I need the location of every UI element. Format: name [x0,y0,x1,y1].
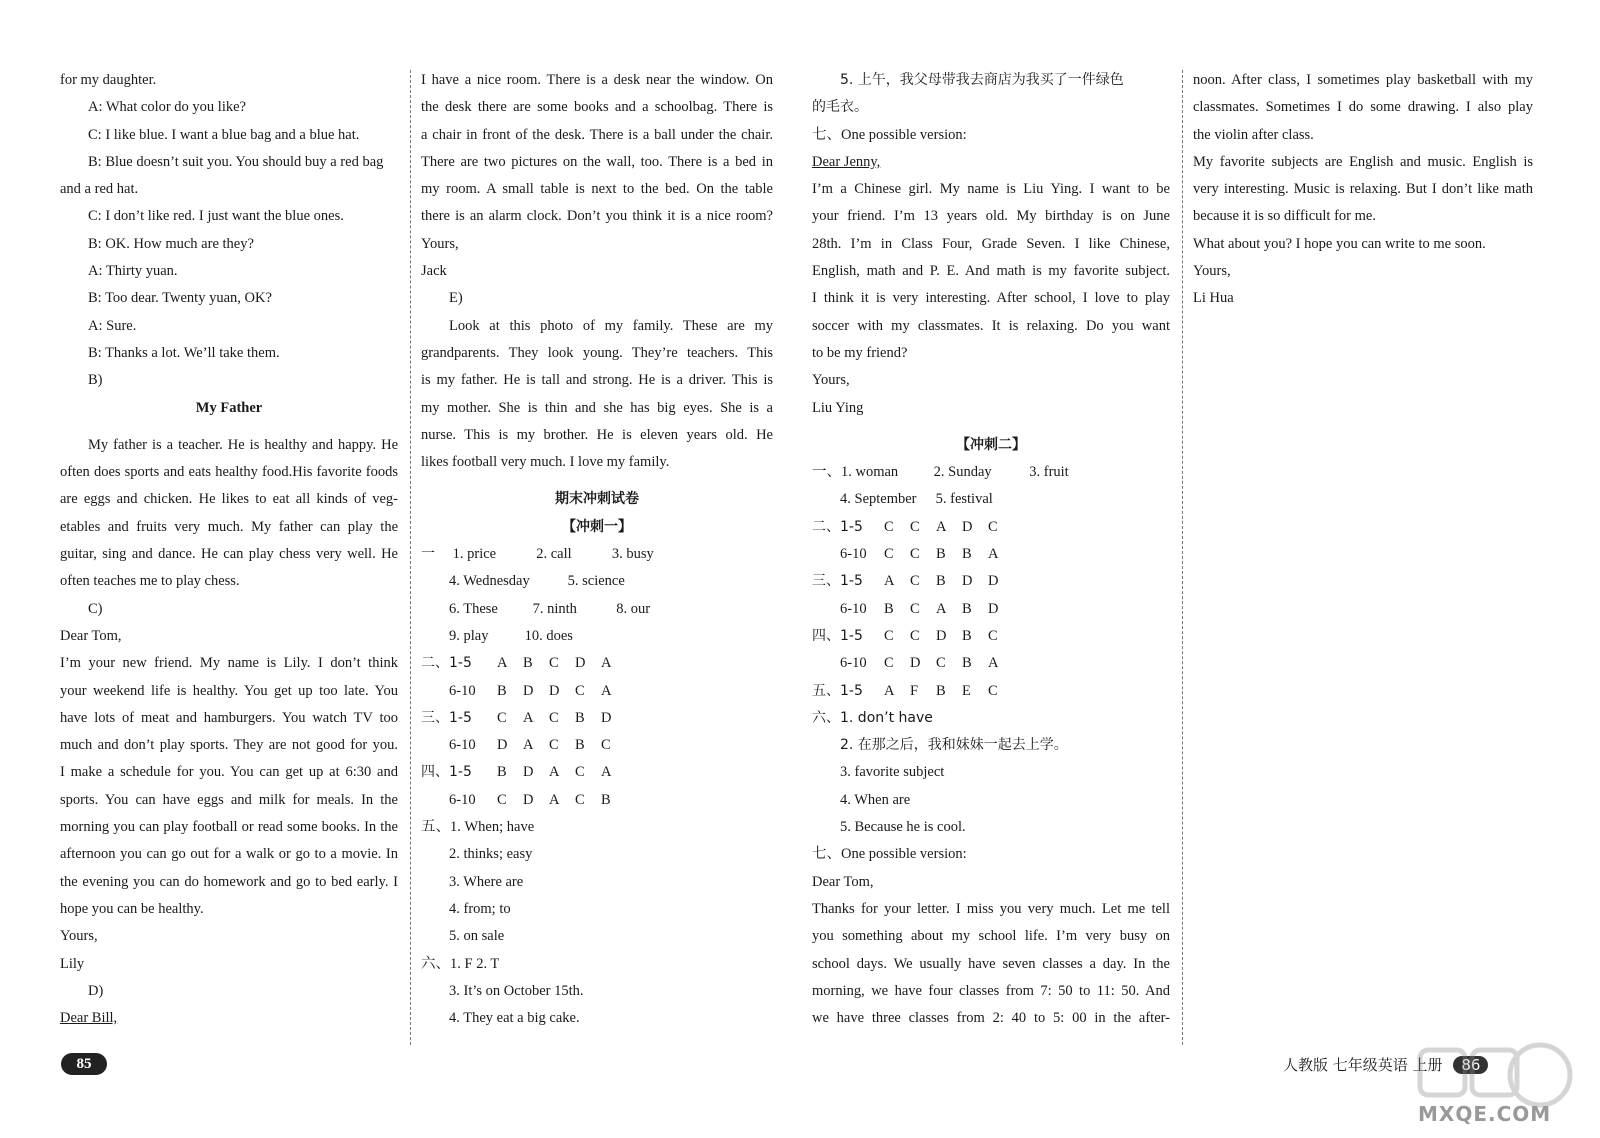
answer-row: 4. Wednesday 5. science [449,573,625,590]
answer-row: 9. play 10. does [449,627,573,644]
text-line: and a red hat. [60,181,139,198]
text-line: 5. 上午，我父母带我去商店为我买了一件绿色 [840,72,1124,88]
text-line: my mother. She is thin and she has big eyes. She is a [421,399,773,416]
answer-row: 二、1-5 A B C D A [421,655,612,672]
answer-row: 三、1-5 A C B D D [812,573,999,590]
text-line: I’m a Chinese girl. My name is Liu Ying. I want to be [812,181,1170,198]
text-line: you something about my school life. I’m very busy on [812,928,1170,945]
text-line: afternoon you can go out for a walk or go to a movie. In [60,846,398,863]
sprint-heading: 【冲刺一】 [562,518,632,535]
answer-row: 5. on sale [449,928,505,945]
text-line: the violin after class. [1193,126,1314,143]
section-label: E) [449,290,463,307]
answer-row: 6. These 7. ninth 8. our [449,600,651,617]
text-line: Dear Jenny, [812,153,881,170]
answer-row: 4. They eat a big cake. [449,1010,580,1027]
text-line: classmates. Sometimes I do some drawing. I also play [1193,99,1533,116]
page-number-right: 86 [1453,1056,1488,1074]
text-line: My favorite subjects are English and music. English is [1193,153,1533,170]
text-line: I have a nice room. There is a desk near the window. On [421,72,773,88]
text-line: 的毛衣。 [812,99,868,116]
text-line: Dear Tom, [60,627,122,644]
text-line: I make a schedule for you. You can get up at 6:30 and [60,764,398,781]
answer-row: 三、1-5 C A C B D [421,709,612,726]
text-line: guitar, sing and dance. He can play chess very well. He [60,546,398,563]
section-label: B) [88,372,103,389]
text-line: school days. We usually have seven classes a day. In the [812,955,1170,972]
answer-row: 3. favorite subject [840,764,945,781]
text-line: your weekend life is healthy. You get up too late. You [60,682,398,699]
text-line: Liu Ying [812,399,864,416]
text-line: 28th. I’m in Class Four, Grade Seven. I like Chinese, [812,235,1170,252]
text-line: are eggs and chicken. He likes to eat all kinds of veg- [60,491,398,508]
text-line: morning you can play football or read some books. In the [60,819,398,836]
text-line: Yours, [60,928,98,945]
text-line: sports. You can have eggs and milk for meals. In the [60,791,398,808]
text-line: hope you can be healthy. [60,900,204,917]
answer-row: 6-10 C D C B A [840,655,999,672]
text-line: because it is so difficult for me. [1193,208,1376,225]
column-3 [812,67,1170,1032]
text-line: Yours, [421,235,459,252]
text-line: much and don’t play sports. They are not good for you. [60,737,398,754]
text-line: My father is a teacher. He is healthy and happy. He [88,436,398,453]
text-line: likes football very much. I love my family. [421,454,670,471]
text-line: Thanks for your letter. I miss you very much. Let me tell [812,900,1170,917]
sprint-heading: 【冲刺二】 [956,436,1026,453]
text-line: C: I don’t like red. I just want the blue ones. [88,208,344,225]
answer-row: 6-10 B D D C A [449,682,612,699]
text-line: the desk there are some books and a schoolbag. There is [421,99,773,116]
answer-row: 6-10 B C A B D [840,600,999,617]
text-line: often teaches me to play chess. [60,573,240,590]
answer-row: 四、1-5 B D A C A [421,764,612,781]
text-line: Dear Tom, [812,873,874,890]
text-line: is my father. He is tall and strong. He is a driver. This is [421,372,773,389]
text-line: my room. A small table is next to the bed. On the table [421,181,773,198]
answer-row: 四、1-5 C C D B C [812,627,998,644]
footer-title: 人教版 七年级英语 上册 [1283,1056,1443,1074]
answer-row: 一 1. price 2. call 3. busy [421,546,654,563]
text-line: your friend. I’m 13 years old. My birthday is on June [812,208,1170,225]
answer-row: 一、1. woman 2. Sunday 3. fruit [812,464,1069,481]
text-line: Yours, [812,372,850,389]
answer-row: 5. Because he is cool. [840,819,966,836]
text-line: 七、One possible version: [812,126,967,143]
text-line: Jack [421,263,447,280]
answer-row: 五、1-5 A F B E C [812,682,998,699]
text-line: Yours, [1193,263,1231,280]
text-line: A: What color do you like? [88,99,246,116]
text-line: very interesting. Music is relaxing. But I don’t like math [1193,181,1533,198]
page-number-left: 85 [61,1053,107,1075]
text-line: B: Blue doesn’t suit you. You should buy a red bag [88,153,384,170]
text-line: etables and fruits very much. My father can play the [60,518,398,535]
text-line: B: Thanks a lot. We’ll take them. [88,344,280,361]
answer-row: 3. It’s on October 15th. [449,982,584,999]
answer-row: 6-10 C C B B A [840,546,999,563]
answer-row: 3. Where are [449,873,524,890]
answer-row: 6-10 C D A C B [449,791,611,808]
text-line: A: Thirty yuan. [88,263,178,280]
text-line: Dear Bill, [60,1010,118,1027]
text-line: I’m your new friend. My name is Lily. I don’t think [60,655,398,672]
answer-row: 六、1. F 2. T [421,955,500,972]
text-line: C: I like blue. I want a blue bag and a blue hat. [88,126,360,143]
text-line: noon. After class, I sometimes play basketball with my [1193,72,1533,88]
text-line: I think it is very interesting. After school, I love to play [812,290,1170,307]
answer-row: 五、1. When; have [421,819,535,836]
text-line: B: OK. How much are they? [88,235,254,252]
column-2 [421,67,773,1032]
column-divider [1182,70,1183,1045]
text-line: to be my friend? [812,344,908,361]
section-label: C) [88,600,103,617]
text-line: What about you? I hope you can write to me soon. [1193,235,1486,252]
text-line: the evening you can do homework and go to bed early. I [60,873,398,890]
text-line: There are two pictures on the wall, too. There is a bed in [421,153,773,170]
text-line: nurse. This is my brother. He is eleven years old. He [421,426,773,443]
text-line: A: Sure. [88,317,137,334]
answer-row: 2. thinks; easy [449,846,533,863]
text-line: we have three classes from 2: 40 to 5: 00 in the after- [812,1010,1170,1027]
answer-row: 4. from; to [449,900,511,917]
text-line: a chair in front of the desk. There is a ball under the chair. [421,126,773,143]
answer-row: 六、1. don’t have [812,709,933,726]
section-label: D) [88,982,104,999]
column-1 [60,67,398,1032]
answer-row: 4. When are [840,791,911,808]
column-4 [1193,67,1533,313]
watermark-text: MXQE.COM [1418,1102,1552,1126]
answer-row: 4. September 5. festival [840,491,993,508]
column-divider [410,70,411,1045]
text-line: Look at this photo of my family. These are my [449,317,773,334]
text-line: morning, we have four classes from 7: 50 to 11: 50. And [812,982,1170,999]
text-line: have lots of meat and hamburgers. You watch TV too [60,709,398,726]
text-line: 七、One possible version: [812,846,967,863]
answer-row: 6-10 D A C B C [449,737,611,754]
essay-title: My Father [195,399,263,416]
text-line: B: Too dear. Twenty yuan, OK? [88,290,272,307]
text-line: Li Hua [1193,290,1234,307]
text-line: soccer with my classmates. It is relaxing. Do you want [812,317,1170,334]
text-line: there is an alarm clock. Don’t you think it is a nice room? [421,208,773,225]
text-line: English, math and P. E. And math is my favorite subject. [812,263,1170,280]
text-line: Lily [60,955,85,972]
text-line: for my daughter. [60,72,157,88]
answer-row: 2. 在那之后，我和妹妹一起去上学。 [840,737,1068,754]
answer-row: 二、1-5 C C A D C [812,518,998,535]
text-line: often does sports and eats healthy food.His favorite foods [60,464,398,481]
text-line: grandparents. They look young. They’re teachers. This [421,344,773,361]
exam-title: 期末冲刺试卷 [555,491,639,508]
